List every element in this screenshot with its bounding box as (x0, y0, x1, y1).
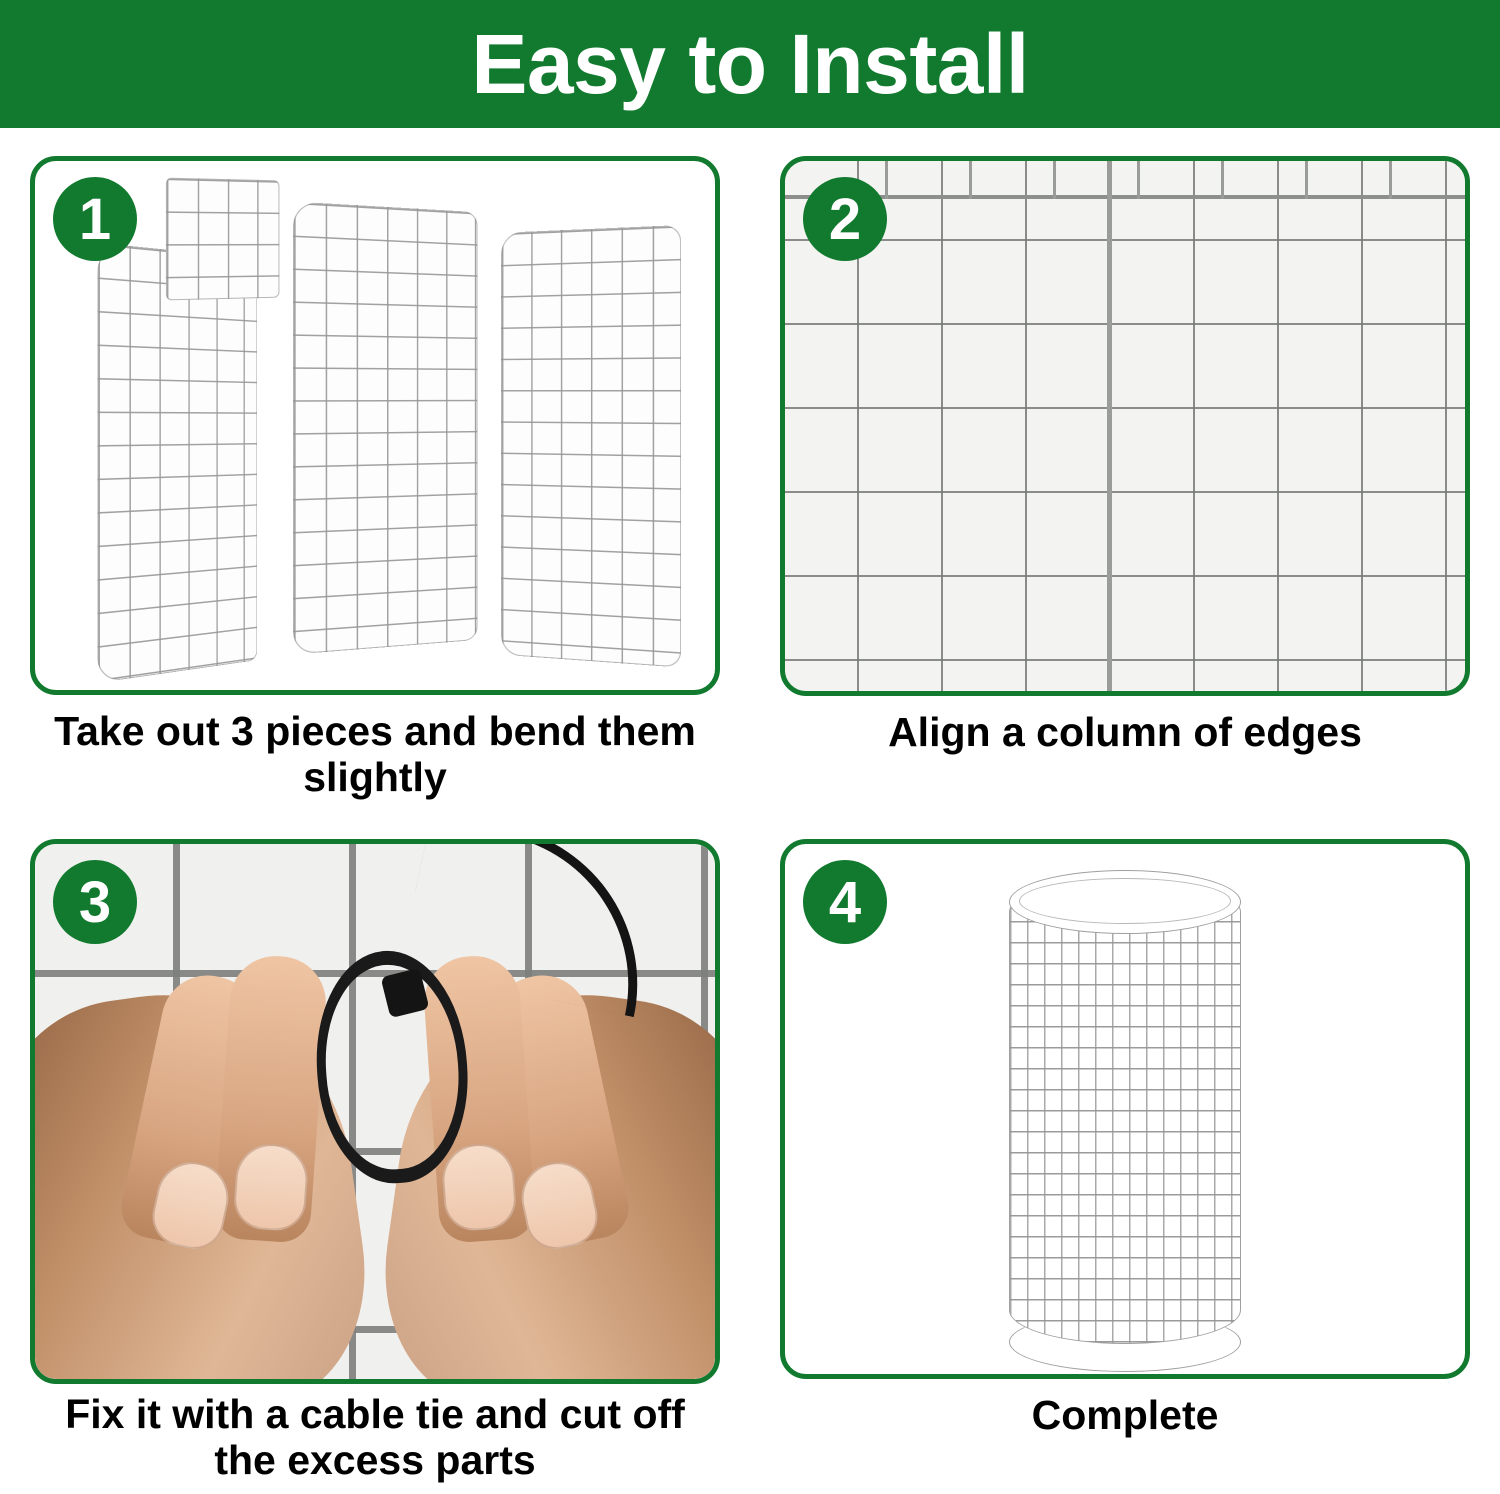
step-caption-3: Fix it with a cable tie and cut off the excess parts (65, 1391, 685, 1484)
mesh-piece-middle-icon (293, 202, 478, 655)
mesh-whisker-icon (885, 161, 888, 199)
header-banner (0, 0, 1500, 128)
step-card-2 (750, 128, 1500, 811)
mesh-whisker-icon (1221, 161, 1224, 199)
left-thumbnail-icon (232, 1142, 310, 1233)
mesh-whisker-icon (1053, 161, 1056, 199)
step-card-1 (0, 128, 750, 811)
mesh-piece-left-top-icon (166, 178, 279, 301)
mesh-whisker-icon (1389, 161, 1392, 199)
step-4-image-panel (780, 839, 1470, 1379)
step-1-illustration (35, 161, 715, 690)
step-caption-2: Align a column of edges (888, 709, 1362, 755)
step-number-badge-2: 2 (803, 177, 887, 261)
mesh-whisker-icon (1137, 161, 1140, 199)
cylinder-bottom-rim-icon (1009, 1312, 1241, 1372)
step-caption-4: Complete (1031, 1392, 1219, 1438)
step-3-illustration (35, 844, 715, 1379)
step-number-badge-1: 1 (53, 177, 137, 261)
mesh-whisker-icon (969, 161, 972, 199)
step-number-badge-4: 4 (803, 860, 887, 944)
step-card-4 (750, 811, 1500, 1494)
mesh-piece-left-icon (97, 243, 257, 683)
step-3-image-panel (30, 839, 720, 1384)
step-caption-1: Take out 3 pieces and bend them slightly (54, 708, 696, 801)
mesh-sheet-icon (785, 161, 1465, 691)
step-4-illustration (785, 844, 1465, 1374)
page-title: Easy to Install (471, 17, 1029, 111)
step-2-illustration (785, 161, 1465, 691)
cylinder-top-inner-rim-icon (1019, 878, 1231, 924)
step-1-image-panel (30, 156, 720, 695)
finished-mesh-cylinder-icon (1009, 878, 1241, 1344)
steps-grid (0, 128, 1500, 1494)
step-2-image-panel (780, 156, 1470, 696)
step-card-3 (0, 811, 750, 1494)
mesh-whisker-icon (1305, 161, 1308, 199)
mesh-overlap-seam-icon (1107, 161, 1112, 691)
mesh-piece-right-icon (501, 225, 681, 668)
step-number-badge-3: 3 (53, 860, 137, 944)
